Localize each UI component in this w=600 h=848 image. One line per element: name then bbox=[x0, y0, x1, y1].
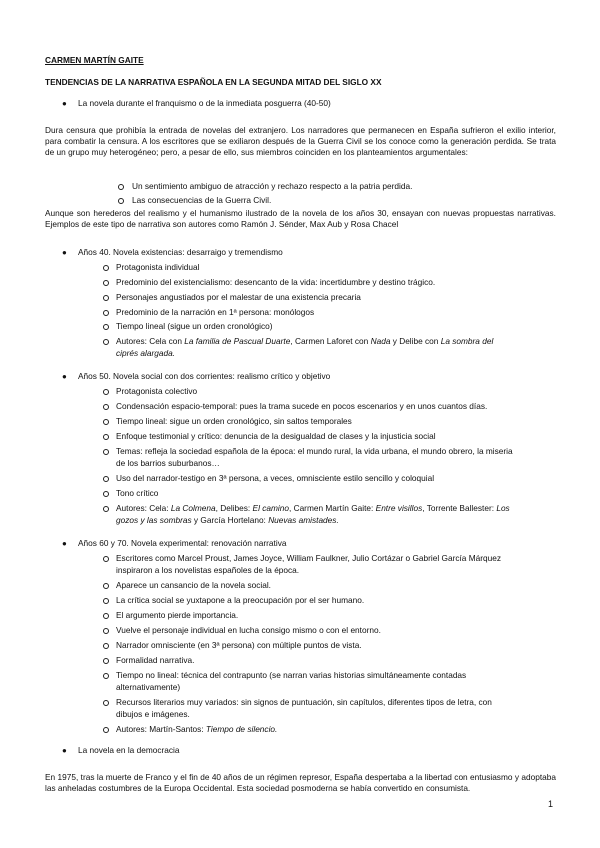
author-heading: CARMEN MARTÍN GAITE bbox=[45, 55, 144, 65]
authors-line-60: Autores: Martín-Santos: Tiempo de silencio. bbox=[116, 724, 278, 734]
list-item: Tiempo lineal: sigue un orden cronológico, sin saltos temporales bbox=[116, 416, 352, 426]
paragraph-outro: Aunque son herederos del realismo y el humanismo ilustrado de la novela de los años 30, ensayan con nuevas propuestas narrativas. Ejemplos de este tipo de narrativa son autores como Ramón J. Sénder, Max Aub y Rosa Chacel bbox=[45, 208, 556, 229]
list-item: Predominio del existencialismo: desencanto de la vida: incertidumbre y destino trágico. bbox=[116, 277, 436, 287]
list-item: Tiempo no lineal: técnica del contrapunto (se narran varias historias simultáneamente contadas bbox=[116, 670, 467, 680]
authors-line-40: Autores: Cela con La familia de Pascual Duarte, Carmen Laforet con Nada y Delibe con La sombra del bbox=[116, 336, 494, 346]
list-item: Un sentimiento ambiguo de atracción y rechazo respecto a la patria perdida. bbox=[132, 181, 413, 191]
circle-bullet-icon bbox=[103, 598, 109, 604]
section-heading-franquismo: La novela durante el franquismo o de la inmediata posguerra (40-50) bbox=[78, 98, 331, 108]
circle-bullet-icon bbox=[103, 491, 109, 497]
circle-bullet-icon bbox=[103, 419, 109, 425]
bullet-icon: ● bbox=[62, 539, 67, 548]
circle-bullet-icon bbox=[103, 727, 109, 733]
circle-bullet-icon bbox=[103, 324, 109, 330]
circle-bullet-icon bbox=[103, 583, 109, 589]
list-item: Escritores como Marcel Proust, James Joyce, William Faulkner, Julio Cortázar o Gabriel García Márquez bbox=[116, 553, 502, 563]
list-item: Protagonista individual bbox=[116, 262, 200, 272]
list-item: La crítica social se yuxtapone a la preocupación por el ser humano. bbox=[116, 595, 365, 605]
authors-line-50: Autores: Cela: La Colmena, Delibes: El camino, Carmen Martín Gaite: Entre visillos, Torrente Ballester: Los bbox=[116, 503, 510, 513]
list-item-cont: alternativamente) bbox=[116, 682, 181, 692]
list-item-cont: de los barrios suburbanos… bbox=[116, 458, 220, 468]
circle-bullet-icon bbox=[103, 280, 109, 286]
bullet-icon: ● bbox=[62, 248, 67, 257]
circle-bullet-icon bbox=[103, 613, 109, 619]
circle-bullet-icon bbox=[103, 310, 109, 316]
circle-bullet-icon bbox=[103, 404, 109, 410]
authors-line-40-cont: ciprés alargada. bbox=[116, 348, 176, 358]
list-item-cont: dibujos e imágenes. bbox=[116, 709, 190, 719]
circle-bullet-icon bbox=[103, 628, 109, 634]
bullet-icon: ● bbox=[62, 99, 67, 108]
circle-bullet-icon bbox=[103, 265, 109, 271]
section-heading-40: Años 40. Novela existencias: desarraigo y tremendismo bbox=[78, 247, 283, 257]
list-item: Protagonista colectivo bbox=[116, 386, 198, 396]
circle-bullet-icon bbox=[103, 476, 109, 482]
bullet-icon: ● bbox=[62, 746, 67, 755]
circle-bullet-icon bbox=[103, 700, 109, 706]
circle-bullet-icon bbox=[103, 449, 109, 455]
circle-bullet-icon bbox=[103, 434, 109, 440]
circle-bullet-icon bbox=[103, 556, 109, 562]
list-item: Tono crítico bbox=[116, 488, 159, 498]
list-item: Condensación espacio-temporal: pues la trama sucede en pocos escenarios y en unos cuantos días. bbox=[116, 401, 488, 411]
list-item: El argumento pierde importancia. bbox=[116, 610, 239, 620]
circle-bullet-icon bbox=[103, 643, 109, 649]
paragraph-intro: Dura censura que prohibía la entrada de novelas del extranjero. Los narradores que permanecen en España sufrieron el exilio interior, para combatir la censura. A los escritores que se exiliaron después de la Guerra Civil se los conoce como la generación perdida. Se trata de un grupo muy heterogéneo; pero, a pesar de ello, sus miembros coinciden en los planteamientos argumentales: bbox=[45, 125, 556, 157]
bullet-icon: ● bbox=[62, 372, 67, 381]
list-item: Recursos literarios muy variados: sin signos de puntuación, sin capítulos, diferentes tipos de letra, con bbox=[116, 697, 492, 707]
list-item: Temas: refleja la sociedad española de la época: el mundo rural, la vida urbana, el mundo obrero, la miseria bbox=[116, 446, 513, 456]
paragraph-democracia: En 1975, tras la muerte de Franco y el fin de 40 años de un régimen represor, España despertaba a la libertad con entusiasmo y adoptaba las anheladas costumbres de la Europa Occidental. Esta sociedad posmoderna se había convertido en consumista. bbox=[45, 772, 556, 793]
page-number: 1 bbox=[548, 799, 554, 809]
list-item: Tiempo lineal (sigue un orden cronológico) bbox=[116, 321, 273, 331]
list-item: Las consecuencias de la Guerra Civil. bbox=[132, 195, 272, 205]
list-item: Personajes angustiados por el malestar de una existencia precaria bbox=[116, 292, 361, 302]
section-heading-democracia: La novela en la democracia bbox=[78, 745, 180, 755]
list-item-cont: inspiraron a los novelistas españoles de la época. bbox=[116, 565, 300, 575]
circle-bullet-icon bbox=[103, 506, 109, 512]
document-title: TENDENCIAS DE LA NARRATIVA ESPAÑOLA EN LA SEGUNDA MITAD DEL SIGLO XX bbox=[45, 77, 382, 87]
section-heading-50: Años 50. Novela social con dos corrientes: realismo crítico y objetivo bbox=[78, 371, 331, 381]
list-item: Vuelve el personaje individual en lucha consigo mismo o con el entorno. bbox=[116, 625, 381, 635]
circle-bullet-icon bbox=[103, 389, 109, 395]
list-item: Uso del narrador-testigo en 3ª persona, a veces, omnisciente estilo sencillo y coloquial bbox=[116, 473, 435, 483]
list-item: Enfoque testimonial y crítico: denuncia de la desigualdad de clases y la injusticia social bbox=[116, 431, 436, 441]
circle-bullet-icon bbox=[118, 184, 124, 190]
authors-line-50-cont: gozos y las sombras y García Hortelano: Nuevas amistades. bbox=[116, 515, 339, 525]
list-item: Predominio de la narración en 1ª persona: monólogos bbox=[116, 307, 315, 317]
list-item: Narrador omnisciente (en 3ª persona) con múltiple puntos de vista. bbox=[116, 640, 362, 650]
circle-bullet-icon bbox=[103, 295, 109, 301]
circle-bullet-icon bbox=[103, 658, 109, 664]
list-item: Formalidad narrativa. bbox=[116, 655, 195, 665]
circle-bullet-icon bbox=[103, 673, 109, 679]
circle-bullet-icon bbox=[118, 198, 124, 204]
section-heading-60: Años 60 y 70. Novela experimental: renovación narrativa bbox=[78, 538, 287, 548]
circle-bullet-icon bbox=[103, 339, 109, 345]
list-item: Aparece un cansancio de la novela social. bbox=[116, 580, 271, 590]
